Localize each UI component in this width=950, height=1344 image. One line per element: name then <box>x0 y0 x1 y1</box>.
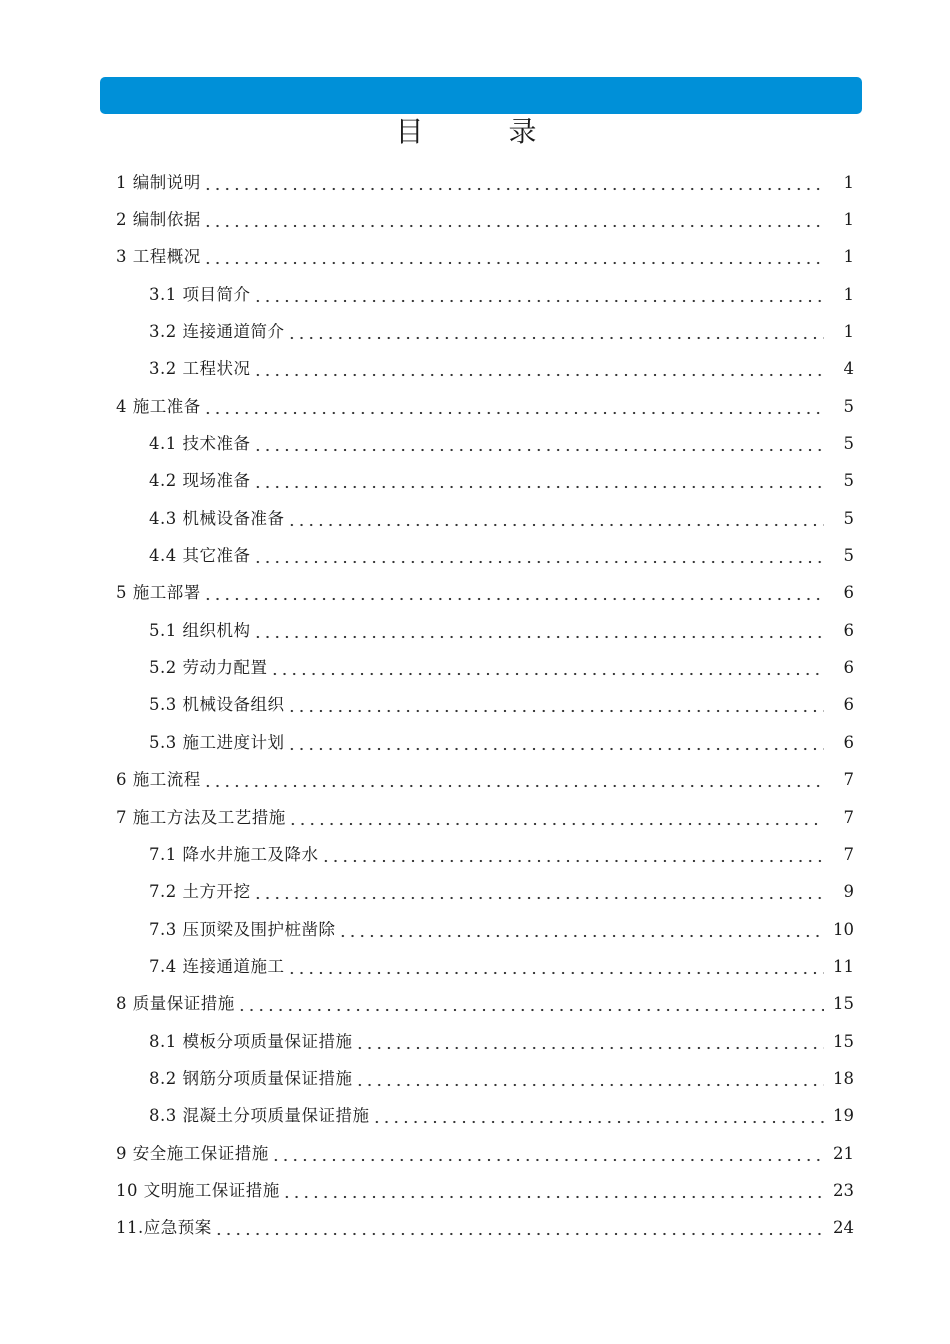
toc-page-number: 15 <box>833 1031 854 1051</box>
toc-page-number: 6 <box>843 583 854 603</box>
dot-leader <box>287 695 825 715</box>
toc-section-entry[interactable] <box>0 799 950 836</box>
toc-page-number: 19 <box>833 1106 854 1126</box>
dot-leader <box>253 434 825 454</box>
toc-section-entry[interactable] <box>0 239 950 276</box>
toc-subsection-entry[interactable] <box>0 948 950 985</box>
dot-leader <box>321 845 825 865</box>
dot-leader <box>253 359 825 379</box>
dot-leader <box>253 882 825 902</box>
toc-subsection-entry[interactable] <box>0 1023 950 1060</box>
toc-entry-label: 3.1 项目简介 <box>149 284 251 304</box>
dot-leader <box>287 733 825 753</box>
toc-entry-label: 1 编制说明 <box>116 172 201 192</box>
toc-page-number: 5 <box>843 434 854 454</box>
toc-page-number: 4 <box>843 359 854 379</box>
toc-section-entry[interactable] <box>0 201 950 238</box>
toc-page-number: 7 <box>843 844 854 864</box>
dot-leader <box>271 1144 824 1164</box>
header-banner-bar <box>100 77 862 114</box>
toc-page-number: 1 <box>843 210 854 230</box>
toc-subsection-entry[interactable] <box>0 874 950 911</box>
toc-subsection-entry[interactable] <box>0 313 950 350</box>
page-title: 目 录 <box>395 115 575 148</box>
toc-entry-label: 7 施工方法及工艺措施 <box>116 807 286 827</box>
toc-entry-label: 8.3 混凝土分项质量保证措施 <box>149 1106 370 1126</box>
toc-section-entry[interactable] <box>0 1135 950 1172</box>
dot-leader <box>338 920 825 940</box>
dot-leader <box>253 621 825 641</box>
toc-subsection-entry[interactable] <box>0 836 950 873</box>
toc-entry-label: 5.3 施工进度计划 <box>149 732 285 752</box>
toc-entry-label: 4 施工准备 <box>116 396 201 416</box>
toc-page-number: 23 <box>833 1180 854 1200</box>
toc-page-number: 11 <box>833 956 854 976</box>
dot-leader <box>203 583 824 603</box>
toc-page-number: 9 <box>843 882 854 902</box>
toc-entry-label: 5 施工部署 <box>116 583 201 603</box>
toc-page-number: 6 <box>843 732 854 752</box>
toc-page-number: 24 <box>833 1218 854 1238</box>
toc-section-entry[interactable] <box>0 762 950 799</box>
toc-section-entry[interactable] <box>0 388 950 425</box>
toc-entry-label: 7.1 降水井施工及降水 <box>149 844 319 864</box>
toc-page-number: 15 <box>833 994 854 1014</box>
toc-page-number: 5 <box>843 508 854 528</box>
toc-page-number: 1 <box>843 247 854 267</box>
toc-subsection-entry[interactable] <box>0 649 950 686</box>
toc-section-entry[interactable] <box>0 1172 950 1209</box>
toc-entry-label: 6 施工流程 <box>116 770 201 790</box>
toc-entry-label: 3 工程概况 <box>116 247 201 267</box>
toc-entry-label: 4.4 其它准备 <box>149 546 251 566</box>
toc-entry-label: 7.2 土方开挖 <box>149 882 251 902</box>
toc-section-entry[interactable] <box>0 1210 950 1247</box>
toc-page-number: 5 <box>843 471 854 491</box>
toc-page-number: 6 <box>843 620 854 640</box>
dot-leader <box>282 1181 824 1201</box>
toc-entry-label: 2 编制依据 <box>116 210 201 230</box>
toc-entry-label: 3.2 工程状况 <box>149 359 251 379</box>
dot-leader <box>203 397 824 417</box>
toc-page-number: 21 <box>833 1143 854 1163</box>
toc-entry-label: 8.2 钢筋分项质量保证措施 <box>149 1068 353 1088</box>
toc-section-entry[interactable] <box>0 575 950 612</box>
dot-leader <box>203 247 824 267</box>
dot-leader <box>372 1106 825 1126</box>
dot-leader <box>203 210 824 230</box>
toc-entry-label: 5.1 组织机构 <box>149 620 251 640</box>
toc-subsection-entry[interactable] <box>0 537 950 574</box>
toc-section-entry[interactable] <box>0 164 950 201</box>
dot-leader <box>288 808 824 828</box>
dot-leader <box>270 658 825 678</box>
toc-page-number: 10 <box>833 919 854 939</box>
toc-entry-label: 5.2 劳动力配置 <box>149 658 268 678</box>
toc-entry-label: 7.3 压顶梁及围护桩凿除 <box>149 919 336 939</box>
dot-leader <box>287 322 825 342</box>
toc-entry-label: 5.3 机械设备组织 <box>149 695 285 715</box>
toc-entry-label: 8.1 模板分项质量保证措施 <box>149 1031 353 1051</box>
dot-leader <box>287 509 825 529</box>
toc-subsection-entry[interactable] <box>0 612 950 649</box>
toc-page-number: 5 <box>843 396 854 416</box>
dot-leader <box>253 546 825 566</box>
toc-entry-label: 7.4 连接通道施工 <box>149 956 285 976</box>
toc-subsection-entry[interactable] <box>0 276 950 313</box>
dot-leader <box>355 1032 825 1052</box>
toc-entry-label: 4.1 技术准备 <box>149 434 251 454</box>
toc-page-number: 5 <box>843 546 854 566</box>
toc-page-number: 18 <box>833 1068 854 1088</box>
toc-entry-label: 10 文明施工保证措施 <box>116 1180 280 1200</box>
toc-entry-label: 9 安全施工保证措施 <box>116 1143 269 1163</box>
toc-subsection-entry[interactable] <box>0 1060 950 1097</box>
dot-leader <box>253 285 825 305</box>
toc-entry-label: 4.2 现场准备 <box>149 471 251 491</box>
dot-leader <box>203 770 824 790</box>
toc-entry-label: 8 质量保证措施 <box>116 994 235 1014</box>
toc-entry-label: 4.3 机械设备准备 <box>149 508 285 528</box>
toc-subsection-entry[interactable] <box>0 724 950 761</box>
dot-leader <box>203 173 824 193</box>
toc-section-entry[interactable] <box>0 986 950 1023</box>
toc-subsection-entry[interactable] <box>0 911 950 948</box>
table-of-contents <box>0 164 950 1247</box>
toc-subsection-entry[interactable] <box>0 351 950 388</box>
toc-subsection-entry[interactable] <box>0 425 950 462</box>
dot-leader <box>237 994 824 1014</box>
toc-subsection-entry[interactable] <box>0 463 950 500</box>
toc-page-number: 1 <box>843 172 854 192</box>
toc-entry-label: 11.应急预案 <box>116 1218 212 1238</box>
toc-page-number: 7 <box>843 807 854 827</box>
toc-subsection-entry[interactable] <box>0 687 950 724</box>
toc-subsection-entry[interactable] <box>0 1098 950 1135</box>
toc-page-number: 6 <box>843 658 854 678</box>
dot-leader <box>214 1218 824 1238</box>
toc-page-number: 6 <box>843 695 854 715</box>
toc-subsection-entry[interactable] <box>0 500 950 537</box>
dot-leader <box>355 1069 825 1089</box>
toc-entry-label: 3.2 连接通道简介 <box>149 322 285 342</box>
toc-page-number: 1 <box>843 284 854 304</box>
dot-leader <box>253 471 825 491</box>
dot-leader <box>287 957 825 977</box>
toc-page-number: 1 <box>843 322 854 342</box>
toc-page-number: 7 <box>843 770 854 790</box>
